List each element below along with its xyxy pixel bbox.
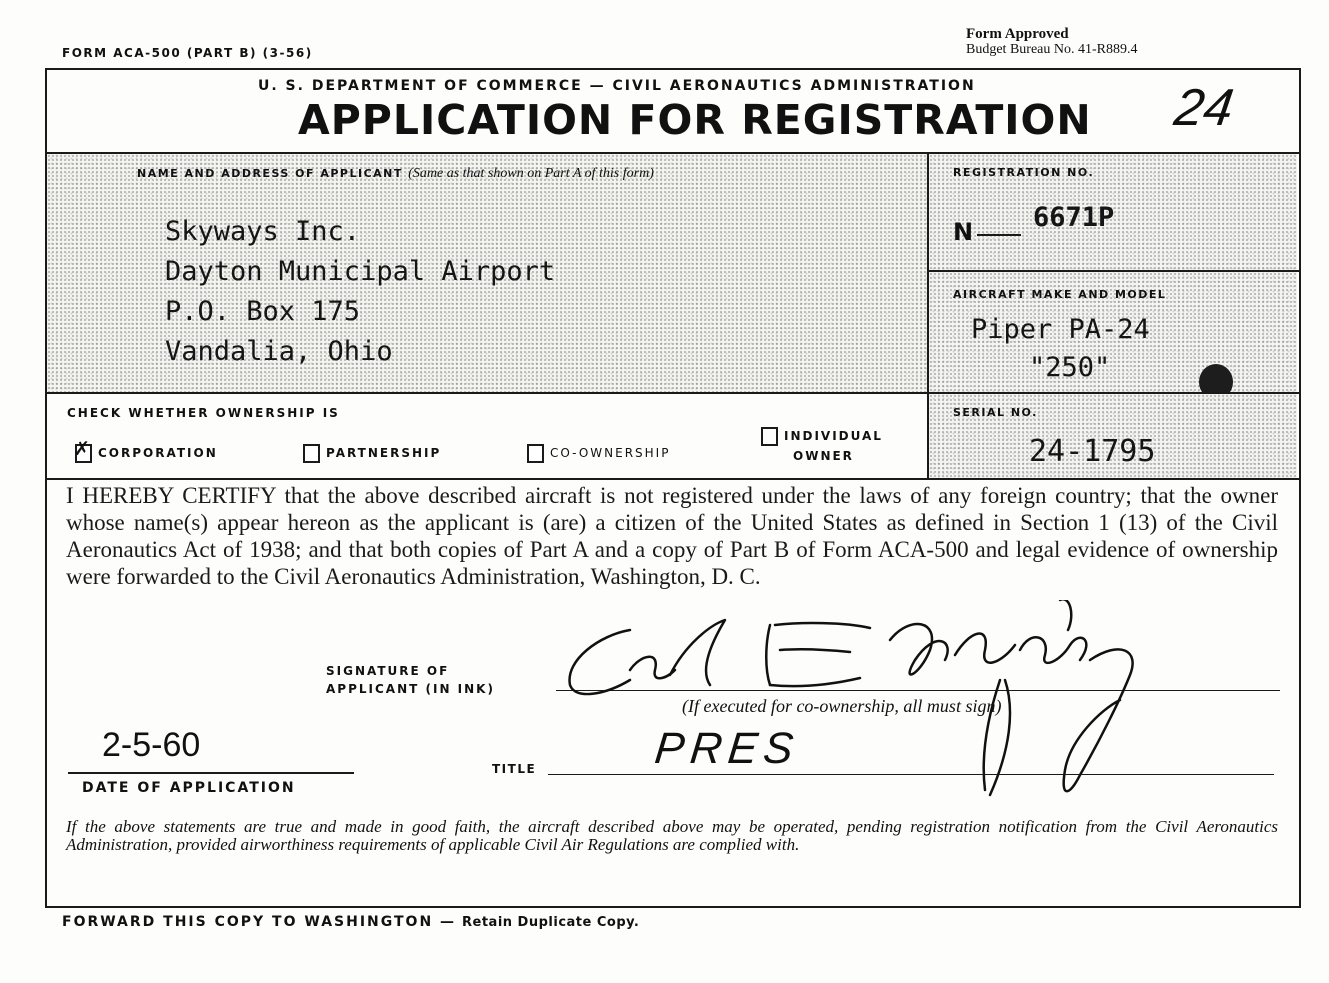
ownership-option-corporation[interactable]: [74, 438, 218, 463]
form-title: APPLICATION FOR REGISTRATION: [298, 96, 1092, 144]
budget-bureau-number: Budget Bureau No. 41-R889.4: [966, 42, 1138, 57]
signature-label: [326, 662, 495, 698]
ownership-label: CHECK WHETHER OWNERSHIP IS: [67, 406, 340, 420]
applicant-line: Skyways Inc.: [165, 216, 361, 247]
serial-label: SERIAL NO.: [953, 406, 1038, 419]
ownership-option-co-ownership[interactable]: [527, 444, 670, 463]
registration-number: 6671P: [1033, 202, 1115, 233]
applicant-line: Dayton Municipal Airport: [165, 256, 556, 287]
individual-owner-checkbox[interactable]: [761, 427, 778, 446]
footnote-text: If the above statements are true and made in good faith, the aircraft described above may be operated, pending registration notification from the Civil Aeronautics Administration, provided airworthiness requirements of applicable Civil Air Regulations are complied with.: [66, 817, 1278, 854]
handwritten-number: 24: [1170, 79, 1237, 137]
aircraft-field: [929, 272, 1297, 392]
applicant-label-note: (Same as that shown on Part A of this form): [408, 166, 654, 181]
serial-number: 24-1795: [1029, 434, 1156, 469]
co-ownership-checkbox[interactable]: [527, 444, 544, 463]
partnership-label: PARTNERSHIP: [326, 446, 442, 460]
co-ownership-label: CO-OWNERSHIP: [550, 446, 671, 460]
applicant-title: PRES: [652, 724, 802, 773]
registration-field: [929, 154, 1297, 270]
aircraft-label: AIRCRAFT MAKE AND MODEL: [953, 288, 1167, 301]
ownership-option-partnership[interactable]: [303, 444, 441, 463]
serial-field: [929, 394, 1297, 478]
corporation-label: CORPORATION: [98, 446, 218, 460]
form-approved: Form Approved: [966, 26, 1069, 42]
certification-text: I HEREBY CERTIFY that the above described aircraft is not registered under the laws of any foreign country; that the owner whose name(s) appear hereon as the applicant is (are) a citizen of the United States as defined in Section 1 (13) of the Civil Aeronautics Act of 1938; and that both copies of Part A and a copy of Part B of Form ACA-500 and legal evidence of ownership were forwarded to the Civil Aeronautics Administration, Washington, D. C.: [66, 483, 1278, 589]
applicant-line: Vandalia, Ohio: [165, 336, 393, 367]
ownership-section: [47, 394, 927, 478]
signature-label-line2: APPLICANT (IN INK): [326, 682, 495, 696]
aircraft-model-variant: "250": [1029, 352, 1111, 383]
form-number: FORM ACA-500 (PART B) (3-56): [62, 46, 313, 60]
applicant-field: [47, 154, 927, 394]
owner-label: OWNER: [793, 449, 854, 463]
signature-label-line1: SIGNATURE OF: [326, 664, 450, 678]
registration-label: REGISTRATION NO.: [953, 166, 1095, 179]
footer-forward: FORWARD THIS COPY TO WASHINGTON —: [62, 914, 457, 930]
applicant-line: P.O. Box 175: [165, 296, 361, 327]
partnership-checkbox[interactable]: [303, 444, 320, 463]
corporation-checkbox[interactable]: [74, 438, 92, 463]
individual-label: INDIVIDUAL: [784, 429, 883, 443]
ownership-option-individual[interactable]: [761, 426, 883, 466]
aircraft-model: Piper PA-24: [971, 314, 1150, 345]
application-date: 2-5-60: [102, 726, 201, 764]
title-label: TITLE: [492, 762, 537, 776]
check-mark-icon: ✗: [74, 438, 92, 460]
department-heading: U. S. DEPARTMENT OF COMMERCE — CIVIL AERONAUTICS ADMINISTRATION: [258, 78, 976, 94]
applicant-address: [165, 212, 555, 372]
registration-prefix: N: [953, 218, 974, 246]
footer-instruction: [62, 914, 639, 930]
signature-note: (If executed for co-ownership, all must sign): [682, 696, 1002, 716]
date-label: DATE OF APPLICATION: [82, 780, 296, 796]
applicant-label: NAME AND ADDRESS OF APPLICANT: [137, 167, 403, 180]
footer-retain: Retain Duplicate Copy.: [462, 915, 640, 930]
